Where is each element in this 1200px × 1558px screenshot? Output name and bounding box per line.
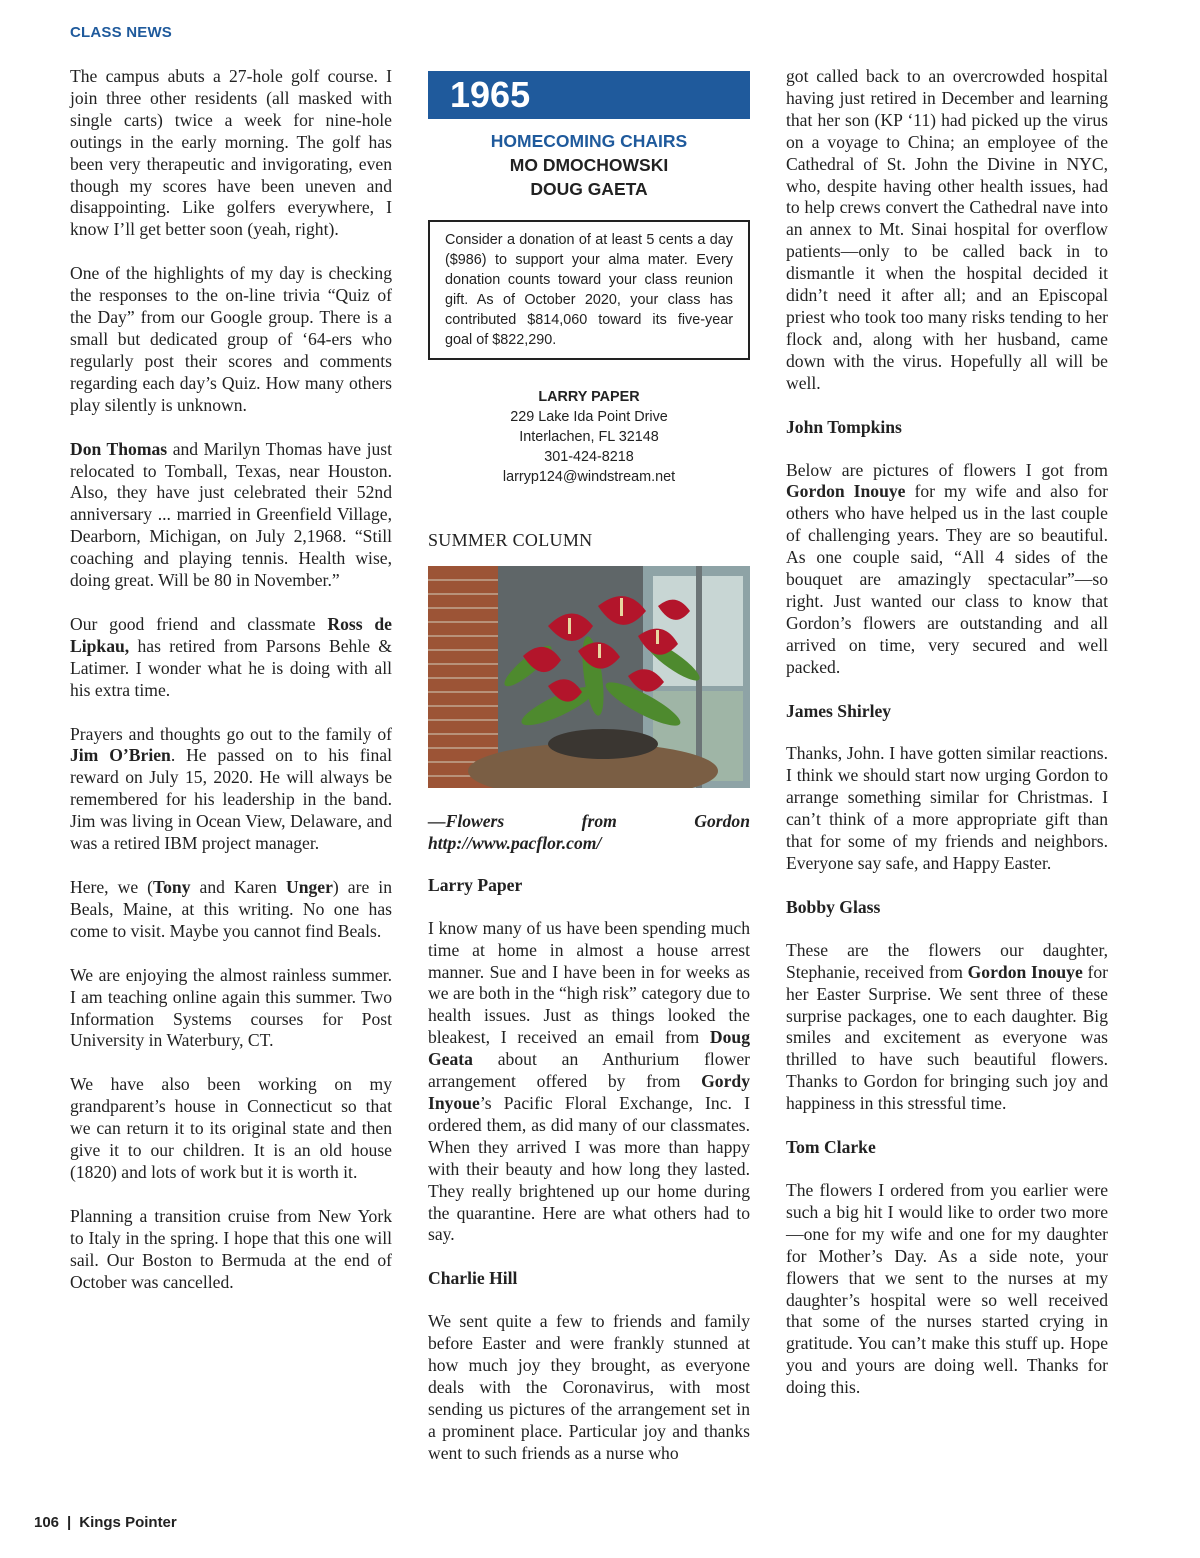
article-paragraph [70, 877, 392, 943]
publication-name: Kings Pointer [79, 1514, 177, 1531]
page-number: 106 [34, 1514, 60, 1531]
text-run: got called back to an overcrowded hospital having just retired in December and learning that her son (KP ‘11) had picked up the virus on a voyage to China; an employee of the Cathedral of St. John the Divine in NYC, who, despite having other health issues, had to help crews convert the Cathedral nave into an annex to Mt. Sinai hospital for overflow patients—only to be called back in to dismantle it when the hospital decided it didn’t need it after all; and an Episcopal priest who took too many risks tending to her flock and, along with her husband, came down with the virus. Hopefully all will be well. [786, 66, 1108, 393]
donation-box: Consider a donation of at least 5 cents a day ($986) to support your alma mater. Every donation counts toward your class reunion gift. As of October 2020, your class has contributed $814,060 toward its five-year goal of $822,290. [428, 220, 750, 360]
summer-column-label: SUMMER COLUMN [428, 530, 593, 550]
text-run: has retired from Parsons Behle & Latimer. I wonder what he is doing with all his extra time. [70, 635, 392, 700]
text-run: The flowers I ordered from you earlier were such a big hit I would like to order two more—one for my wife and one for my daughter for Mother’s Day. As a side note, your flowers that we sent to the nurses at my daughter’s hospital were so well received that some of the nurses started crying in gratitude. You can’t make this stuff up. Hope you and yours are doing well. Thanks for doing this. [786, 1179, 1108, 1398]
section-label: CLASS NEWS [70, 24, 173, 41]
person-name: Tony [153, 877, 191, 897]
text-run: . He passed on to his final reward on July 15, 2020. He will always be remembered for his leadership in the band. Jim was living in Ocean View, Delaware, and was a retired IBM project manager. [70, 745, 393, 854]
text-run: Prayers and thoughts go out to the family of [70, 723, 392, 744]
text-run: We have also been working on my grandparent’s house in Connecticut so that we can return it to its original state and then give it to our children. It is an old house (1820) and lots of work but it is worth it. [70, 1074, 392, 1182]
article-paragraph [786, 66, 1108, 395]
article-paragraph [786, 940, 1108, 1115]
class-year-banner: 1965 [428, 71, 750, 119]
chair-name: DOUG GAETA [530, 179, 648, 199]
page-footer [34, 1514, 177, 1531]
text-run: I know many of us have been spending much time at home in almost a house arrest manner. Sue and I have been in for weeks as we are both in the “high risk” category due to health issues. Just as things looked the bleakest, I received an email from [428, 917, 750, 1048]
article-paragraph [70, 614, 392, 702]
article-paragraph [70, 724, 392, 855]
photo-caption: —Flowers from Gordon http://www.pacflor.com/ [428, 811, 750, 853]
text-run: Here, we ( [70, 877, 154, 897]
contact-email: larryp124@windstream.net [502, 469, 676, 485]
column-3 [786, 66, 1108, 1421]
contributor-name: Charlie Hill [428, 1268, 518, 1289]
text-run: for her Easter Surprise. We sent three of these surprise packages, one to each daughter. Big smiles and excitement as everyone was thrilled to have such beautiful flowers. Thanks to Gordon for bringing such joy and happiness in this stressful time. [786, 961, 1109, 1114]
text-run: We sent quite a few to friends and family before Easter and were frankly stunned at how much joy they brought, as everyone deals with the Coronavirus, with most sending us pictures of the arrangement set in a prominent place. Particular joy and thanks went to such friends as a nurse who [428, 1311, 750, 1463]
article-paragraph [428, 918, 750, 1247]
text-run: Below are pictures of flowers I got from [786, 459, 1108, 480]
contact-name: LARRY PAPER [538, 389, 640, 405]
text-run: Thanks, John. I have gotten similar reactions. I think we should start now urging Gordon to arrange something similar for Christmas. I can’t think of a more appropriate gift than that for some of my friends and neighbors. Everyone say safe, and Happy Easter. [786, 743, 1108, 873]
text-run: Our good friend and classmate [70, 613, 328, 634]
column-1 [70, 66, 392, 1316]
contributor-name: James Shirley [786, 700, 892, 721]
article-paragraph [786, 1180, 1108, 1399]
article-paragraph [70, 263, 392, 416]
person-name: Don Thomas [70, 438, 168, 459]
text-run: These are the flowers our daughter, Stephanie, received from [786, 939, 1108, 982]
text-run: ) are in Beals, Maine, at this writing. No one has come to visit. Maybe you cannot find Beals. [70, 877, 392, 941]
article-paragraph [70, 66, 392, 241]
article-paragraph [70, 1206, 392, 1294]
text-run: Planning a transition cruise from New York to Italy in the spring. I hope that this one will sail. Our Boston to Bermuda at the end of October was cancelled. [70, 1205, 392, 1292]
person-name: Gordy Inyoue [428, 1071, 750, 1113]
text-run: One of the highlights of my day is checking the responses to the on-line trivia “Quiz of the Day” from our Google group. There is a small but dedicated group of ‘64-ers who regularly post their scores and comments regarding each day’s Quiz. How many others play silently is unknown. [70, 263, 392, 415]
column-2-body [428, 875, 750, 1465]
article-paragraph [70, 965, 392, 1053]
contributor-name: Bobby Glass [786, 896, 881, 917]
person-name: Doug Geata [428, 1027, 750, 1070]
homecoming-chairs [428, 129, 750, 201]
article-paragraph [786, 460, 1108, 679]
chairs-heading: HOMECOMING CHAIRS [490, 131, 688, 151]
class-contact [428, 387, 750, 487]
text-run: about an Anthurium flower arrangement offered by from [428, 1049, 750, 1092]
contact-phone: 301-424-8218 [544, 449, 634, 465]
flower-photo [428, 566, 750, 788]
text-run: We are enjoying the almost rainless summer. I am teaching online again this summer. Two Information Systems courses for Post University in Waterbury, CT. [70, 964, 392, 1051]
chair-name: MO DMOCHOWSKI [509, 155, 669, 175]
text-run: ’s Pacific Floral Exchange, Inc. I ordered them, as did many of our classmates. When they arrived I was more than happy with their beauty and how long they lasted. They really brightened up our home during the quarantine. Here are what others had to say. [428, 1092, 750, 1245]
contributor-name: John Tompkins [786, 416, 902, 437]
person-name: Ross de Lipkau, [70, 613, 392, 656]
contributor-name: Larry Paper [428, 874, 523, 895]
text-run: for my wife and also for others who have helped us in the last couple of challenging years. They are so beautiful. As one couple said, “All 4 sides of the bouquet are amazingly spectacular”—so right. Just wanted our class to know that Gordon’s flowers are outstanding and all arrived on time, very secured and well packed. [786, 481, 1108, 677]
footer-separator: | [67, 1514, 72, 1531]
text-run: and Karen [190, 877, 286, 897]
contributor-name: Tom Clarke [786, 1137, 876, 1158]
text-run: The campus abuts a 27-hole golf course. I join three other residents (all masked with single carts) twice a week for nine-hole outings in the early morning. The golf has been very therapeutic and invigorating, even though my scores have been uneven and disappointing. Like golfers everywhere, I know I’ll get better soon (yeah, right). [70, 66, 392, 240]
article-paragraph [70, 1074, 392, 1184]
text-run: and Marilyn Thomas have just relocated to Tomball, Texas, near Houston. Also, they have just celebrated their 52nd anniversary ... married in Greenfield Village, Dearborn, Michigan, on July 2,1968. “Still coaching and playing tennis. Health wise, doing great. Will be 80 in November.” [70, 438, 392, 591]
person-name: Jim O’Brien [70, 745, 171, 766]
person-name: Unger [286, 877, 333, 897]
article-paragraph [786, 743, 1108, 874]
article-paragraph [428, 1311, 750, 1464]
contact-address: 229 Lake Ida Point Drive [510, 409, 668, 425]
person-name: Gordon Inouye [967, 961, 1083, 982]
column-2 [428, 66, 750, 1487]
person-name: Gordon Inouye [786, 481, 906, 502]
contact-city: Interlachen, FL 32148 [519, 429, 659, 445]
article-paragraph [70, 439, 392, 592]
